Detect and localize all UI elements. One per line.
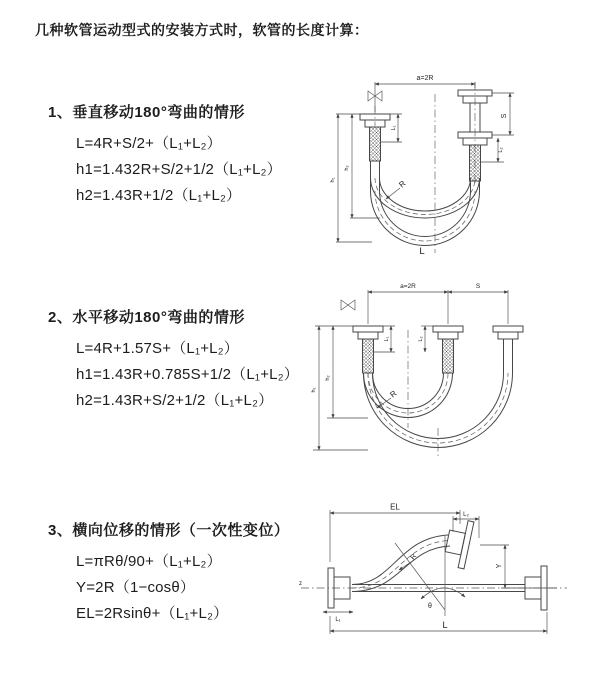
dim-label-h1: h₁ bbox=[330, 177, 336, 183]
dim-label-l2: L₂ bbox=[463, 512, 469, 518]
dim-label-h1: h₁ bbox=[311, 387, 317, 393]
diagram-lateral-shift bbox=[295, 498, 600, 648]
angle-label-theta: θ bbox=[428, 603, 432, 610]
dim-label-l1: L₁ bbox=[391, 125, 397, 131]
radius-label: R bbox=[409, 552, 419, 562]
dim-label-l: L bbox=[419, 246, 425, 256]
upper-right-flange bbox=[442, 517, 473, 569]
formula-length: L=πRθ/90+（L₁+L₂） bbox=[76, 553, 222, 570]
hose-bends bbox=[364, 373, 513, 448]
dim-label-el: EL bbox=[390, 502, 400, 512]
left-flange bbox=[353, 326, 383, 373]
section-horizontal-bend bbox=[48, 306, 299, 414]
dim-label-y: Y bbox=[496, 563, 503, 569]
section-heading: 1、垂直移动180°弯曲的情形 bbox=[48, 104, 245, 121]
formula-length: L=4R+S/2+（L₁+L₂） bbox=[76, 135, 222, 152]
dim-label-span: a=2R bbox=[400, 283, 416, 290]
dim-label-l: L bbox=[442, 620, 448, 630]
radius-label: R bbox=[388, 388, 399, 400]
page-title: 几种软管运动型式的安装方式时，软管的长度计算： bbox=[35, 22, 369, 38]
right-flange bbox=[493, 326, 523, 373]
radius-label: R bbox=[397, 178, 408, 190]
dim-label-l2: L₂ bbox=[418, 336, 424, 342]
formula-h2: h2=1.43R+1/2（L₁+L₂） bbox=[76, 187, 242, 204]
section-lateral-shift bbox=[48, 519, 289, 627]
dim-label-l1: L₁ bbox=[335, 617, 341, 623]
section-vertical-bend bbox=[48, 101, 282, 209]
middle-flange bbox=[433, 326, 463, 373]
formula-el: EL=2Rsinθ+（L₁+L₂） bbox=[76, 605, 229, 622]
dim-label-span: a=2R bbox=[416, 75, 434, 82]
section-heading: 3、横向位移的情形（一次性变位） bbox=[48, 522, 290, 539]
dim-label-l2: L₂ bbox=[498, 147, 504, 153]
diagram-horizontal-bend bbox=[303, 278, 598, 463]
formula-length: L=4R+1.57S+（L₁+L₂） bbox=[76, 340, 239, 357]
valve-icon bbox=[341, 300, 355, 310]
formula-h2: h2=1.43R+S/2+1/2（L₁+L₂） bbox=[76, 392, 274, 409]
formula-y: Y=2R（1−cosθ） bbox=[76, 579, 196, 596]
diagram-vertical-bend bbox=[310, 66, 600, 256]
axis-label-z: z bbox=[299, 581, 302, 587]
formula-h1: h1=1.43R+0.785S+1/2（L₁+L₂） bbox=[76, 366, 299, 383]
dim-label-h2: h₂ bbox=[344, 165, 350, 171]
dim-label-l1: L₁ bbox=[384, 336, 390, 342]
section-heading: 2、水平移动180°弯曲的情形 bbox=[48, 309, 245, 326]
hose-curve bbox=[352, 535, 450, 592]
formula-h1: h1=1.432R+S/2+1/2（L₁+L₂） bbox=[76, 161, 282, 178]
hose-bends bbox=[371, 178, 480, 246]
dim-label-s: S bbox=[475, 283, 481, 290]
dim-label-h2: h₂ bbox=[325, 375, 331, 381]
dim-label-s: S bbox=[501, 113, 508, 119]
